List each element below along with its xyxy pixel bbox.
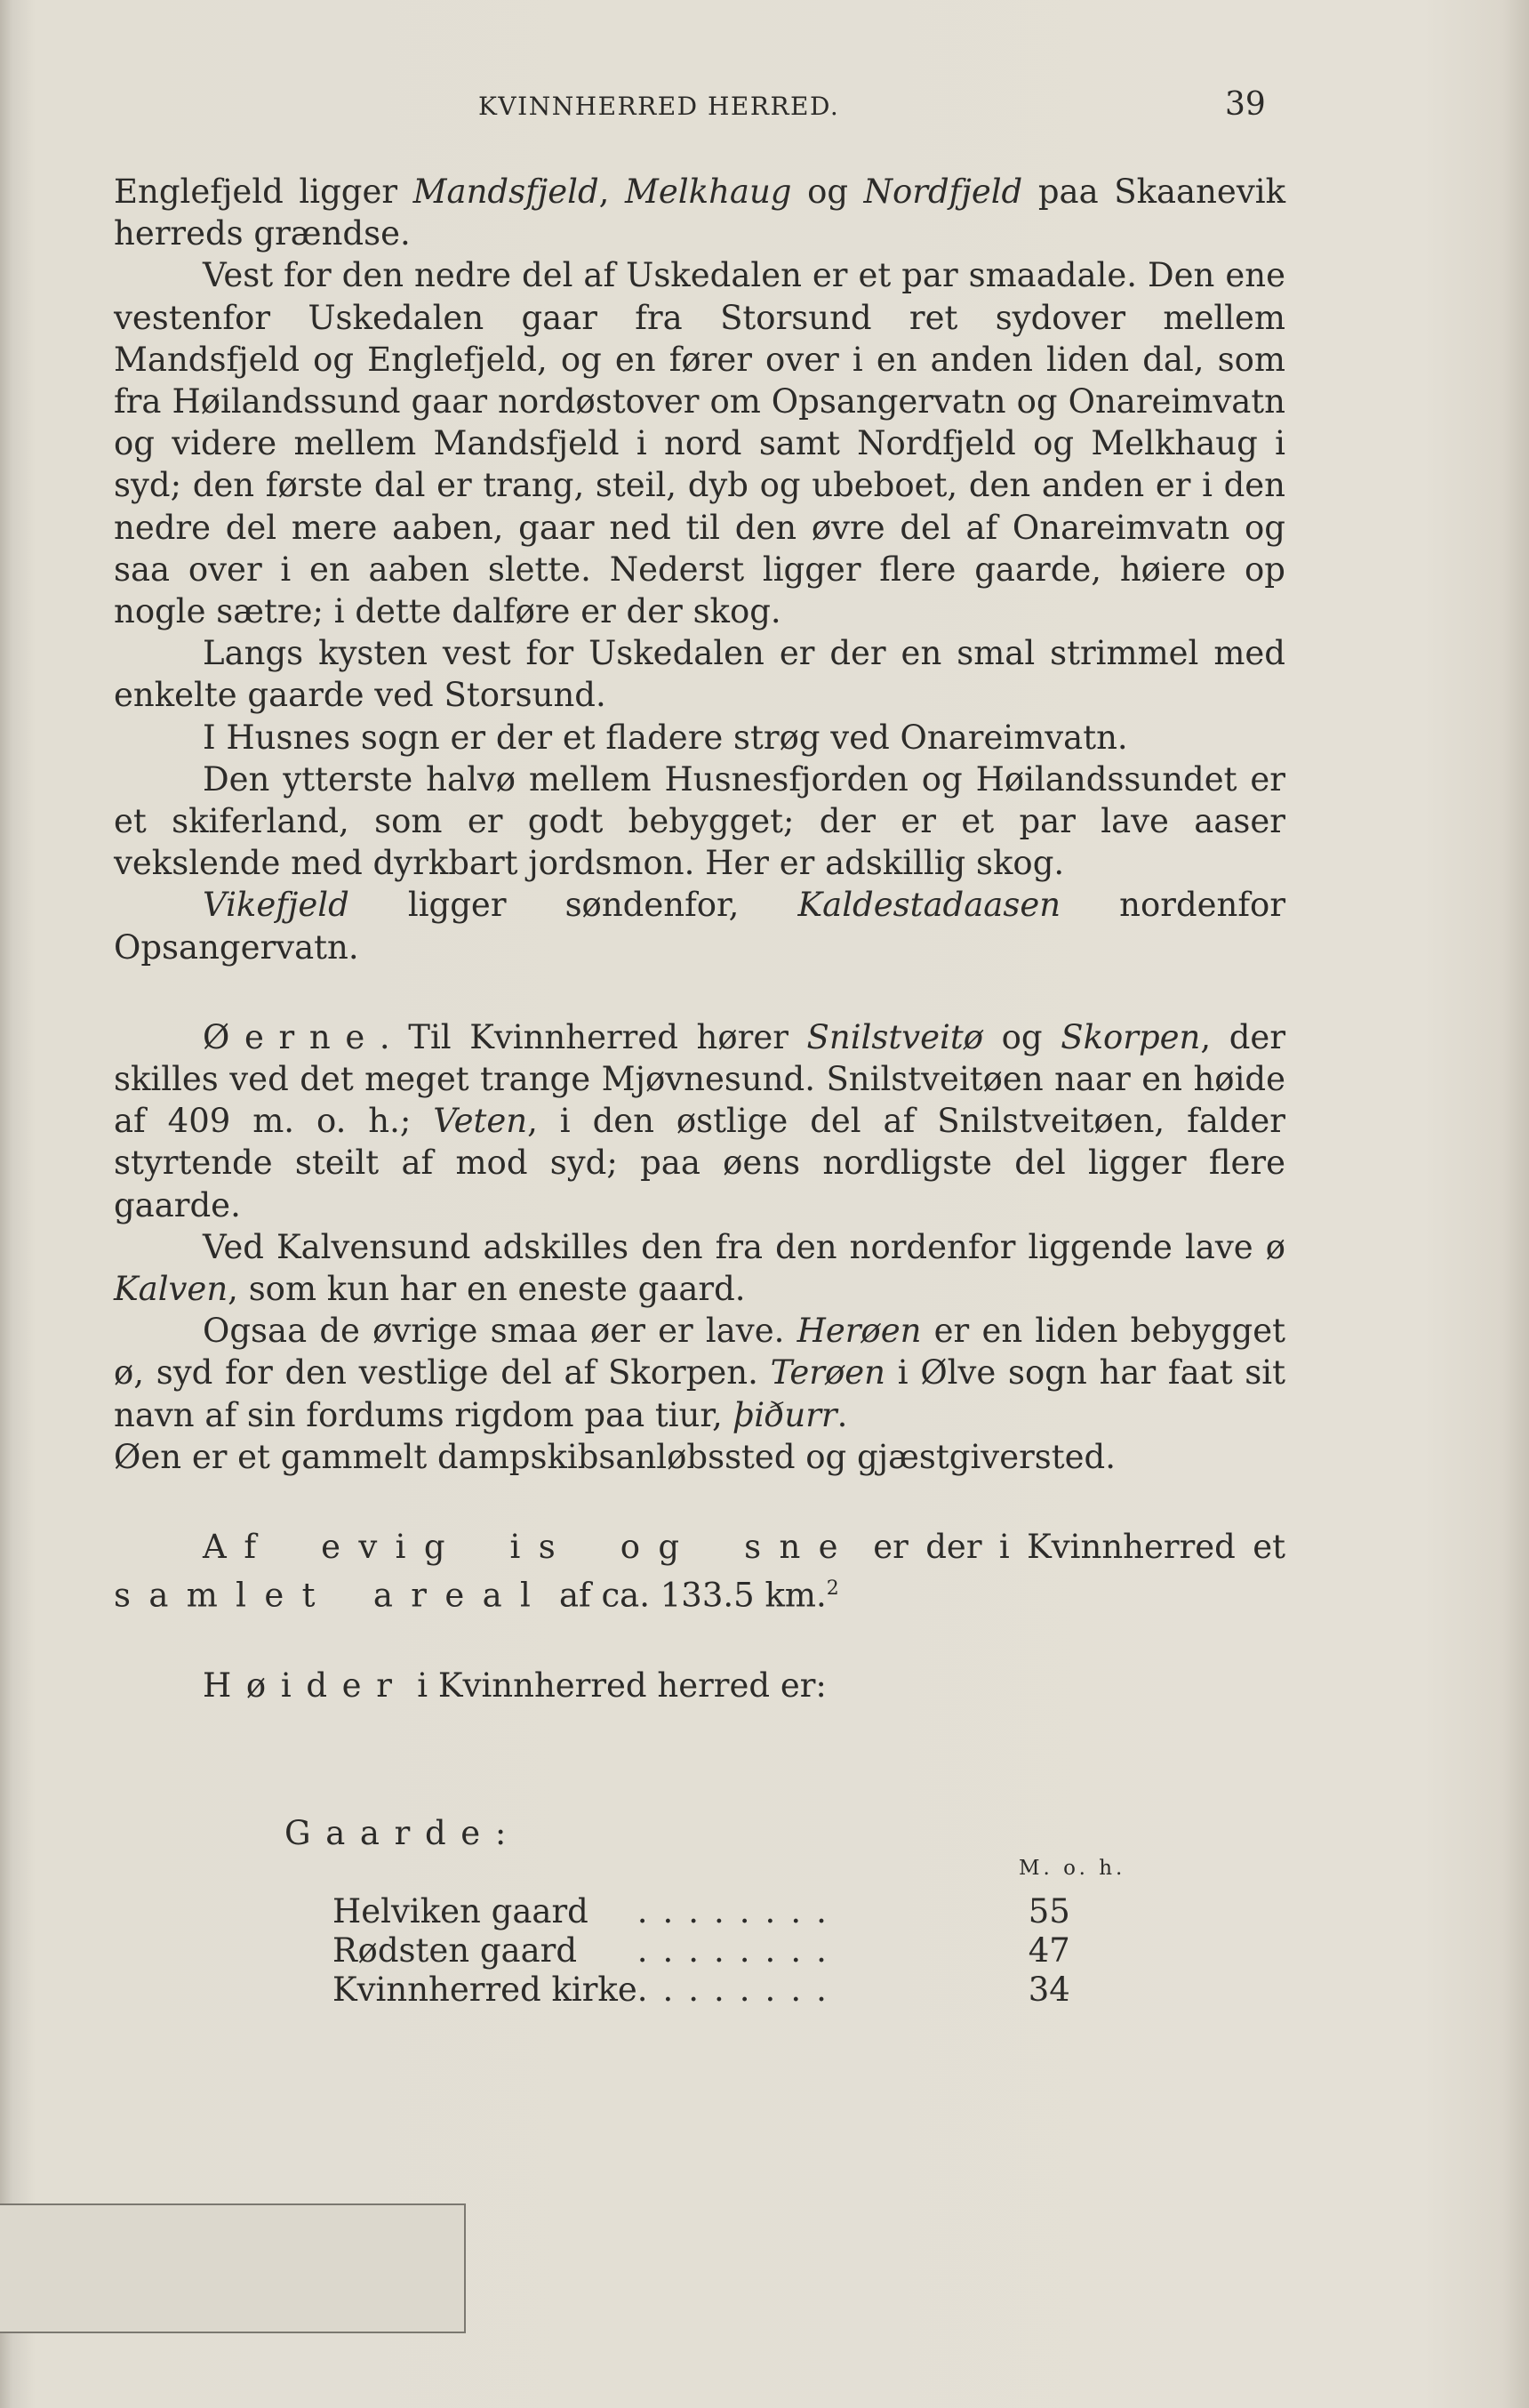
binding-tab	[0, 2203, 466, 2333]
paragraph-kysten: Langs kysten vest for Uskedalen er der en smal strimmel med enkelte gaarde ved Storsund.	[114, 634, 1285, 715]
leader-dots: ........	[636, 1971, 842, 2009]
body-text	[114, 171, 1285, 1706]
running-head: KVINNHERRED HERRED.	[478, 92, 840, 121]
paragraph-smaa-oer: Ogsaa de øvrige smaa øer er lave. Herøen er en liden bebygget ø, syd for den vestlige del af Skorpen. Terøen i Ølve sogn har faat sit navn af sin fordums rigdom paa tiur, þiðurr.	[114, 1312, 1286, 1434]
place-name: Kvinnherred kirke	[332, 1971, 637, 2009]
paragraph-hoider: Høider i Kvinnherred herred er:	[203, 1666, 827, 1705]
paragraph-halvo: Den ytterste halvø mellem Husnesfjorden og Høilandssundet er et skiferland, som er godt bebygget; der er et par lave aaser vekslende med dyrkbart jordsmon. Her er adskillig skog.	[114, 759, 1285, 883]
place-name: Helviken gaard	[332, 1892, 588, 1930]
table-row	[332, 1971, 1070, 2010]
paragraph-smaadale: Vest for den nedre del af Uskedalen er et par smaadale. Den ene vestenfor Uskedalen gaar fra Storsund ret sydover mellem Mandsfjeld og Englefjeld, og en fører over i en anden liden dal, som fra Høilandssund gaar nordøstover om Opsangervatn og Onareimvatn og videre mellem Mandsfjeld i nord samt Nordfjeld og Melkhaug i syd; den første dal er trang, steil, dyb og ubeboet, den anden er i den nedre del mere aaben, gaar ned til den øvre del af Onareimvatn og saa over i en aaben slette. Nederst ligger flere gaarde, høiere op nogle sætre; i dette dalføre er der skog.	[114, 256, 1285, 631]
table-row	[332, 1931, 1070, 1971]
paragraph-husnes: I Husnes sogn er der et fladere strøg ved Onareimvatn.	[203, 718, 1128, 757]
paragraph-oerne: Øerne. Til Kvinnherred hører Snilstveitø og Skorpen, der skilles ved det meget trange Mjøvnesund. Snilstveitøen naar en høide af 409 m. o. h.; Veten, i den østlige del af Snilstveitøen, falder styrtende steilt af mod syd; paa øens nordligste del ligger flere gaarde.	[114, 1017, 1286, 1224]
paragraph-vikefjeld: Vikefjeld ligger søndenfor, Kaldestadaasen nordenfor Opsangervatn.	[114, 886, 1286, 967]
paragraph-dampskib: Øen er et gammelt dampskibsanløbssted og gjæstgiversted.	[114, 1437, 1116, 1476]
page-header	[0, 86, 1529, 136]
paragraph-kalvensund: Ved Kalvensund adskilles den fra den nordenfor liggende lave ø Kalven, som kun har en eneste gaard.	[114, 1227, 1285, 1309]
heights-table	[332, 1892, 1070, 2010]
unit-label: M. o. h.	[1019, 1857, 1126, 1880]
altitude-value: 34	[1028, 1971, 1070, 2009]
paragraph-englefjeld: Englefjeld ligger Mandsfjeld, Melkhaug og Nordfjeld paa Skaanevik herreds grændse.	[114, 173, 1285, 253]
place-name: Rødsten gaard	[332, 1931, 578, 1970]
paragraph-is-og-sne: Af evig is og sne er der i Kvinnherred et samlet areal af ca. 133.5 km.$^2$	[114, 1528, 1285, 1615]
altitude-value: 47	[1028, 1931, 1070, 1970]
leader-dots: ........	[636, 1892, 842, 1930]
gaarde-label: Gaarde:	[284, 1814, 521, 1852]
page-number: 39	[1225, 86, 1266, 123]
leader-dots: ........	[636, 1931, 842, 1970]
altitude-value: 55	[1028, 1892, 1070, 1930]
table-row	[332, 1892, 1070, 1931]
